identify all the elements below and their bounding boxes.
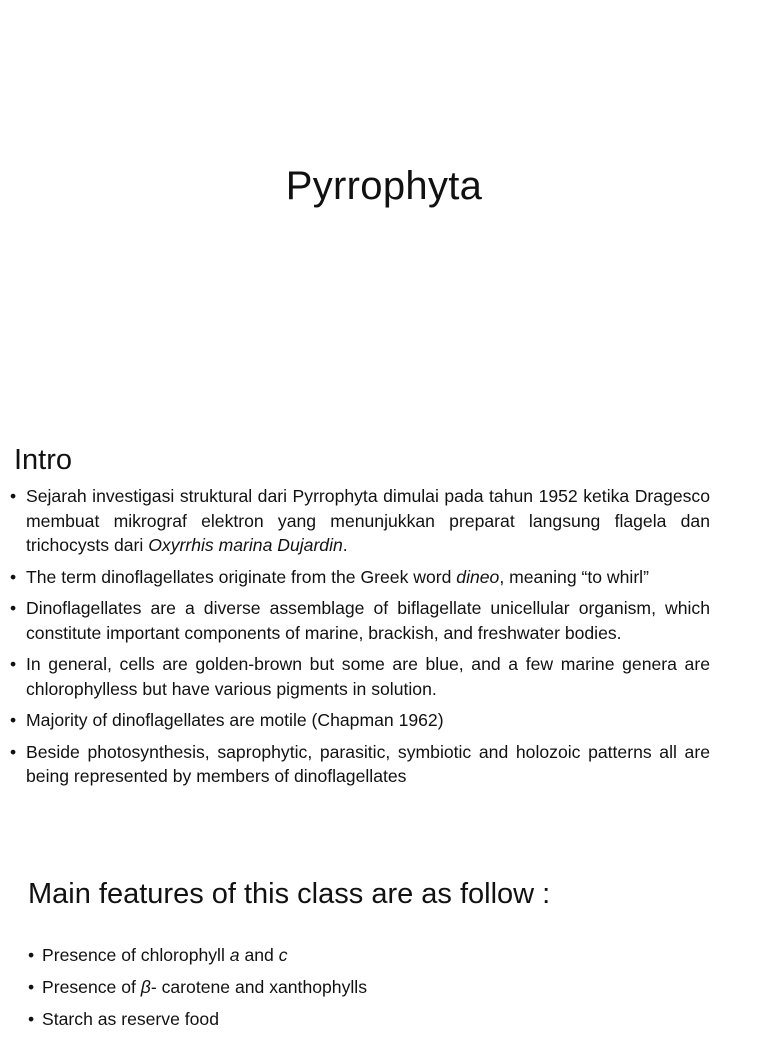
intro-bullet-history: • Sejarah investigasi struktural dari Pyrrophyta dimulai pada tahun 1952 ketika Dragesco membuat mikrograf elektron yang menunjukkan preparat langsung flagela dan trichocysts dari Oxyrrhis marina Dujardin. [8,484,710,558]
feature-starch: • Starch as reserve food [26,1007,726,1031]
greek-word: dineo [456,566,500,587]
intro-bullet-list [8,484,710,796]
intro-bullet-color: • In general, cells are golden-brown but some are blue, and a few marine genera are chlorophylless but have various pigments in solution. [8,652,710,701]
feature-carotene: • Presence of β- carotene and xanthophylls [26,975,726,999]
intro-heading: Intro [14,444,73,476]
features-bullet-list [26,943,726,1039]
intro-bullet-motility: • Majority of dinoflagellates are motile (Chapman 1962) [8,708,710,733]
slide-title: Pyrrophyta [285,164,483,208]
feature-chlorophyll: • Presence of chlorophyll a and c [26,943,726,967]
intro-bullet-diversity: • Dinoflagellates are a diverse assemblage of biflagellate unicellular organism, which constitute important components of marine, brackish, and freshwater bodies. [8,596,710,645]
features-heading: Main features of this class are as follow : [28,878,551,910]
intro-bullet-etymology: • The term dinoflagellates originate from the Greek word dineo, meaning “to whirl” [8,565,710,590]
intro-bullet-nutrition: • Beside photosynthesis, saprophytic, parasitic, symbiotic and holozoic patterns all are being represented by members of dinoflagellates [8,740,710,789]
species-name: Oxyrrhis marina Dujardin [148,535,343,555]
